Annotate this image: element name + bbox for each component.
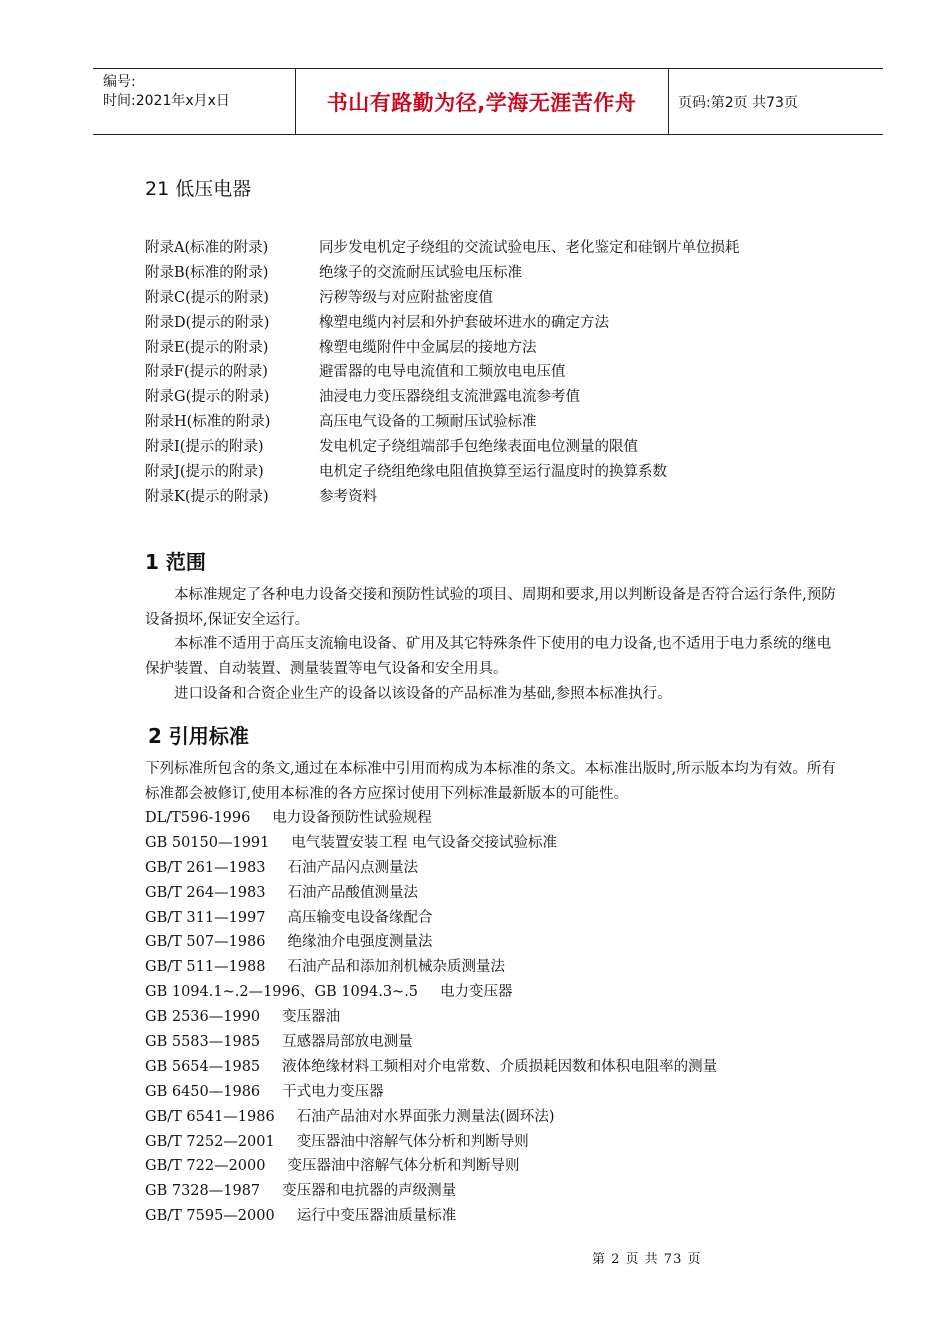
- appendix-item: [145, 236, 740, 261]
- appendix-title: 橡塑电缆附件中金属层的接地方法: [319, 339, 537, 356]
- appendix-label: 附录F(提示的附录): [145, 364, 268, 381]
- reference-title: 变压器和电抗器的声级测量: [282, 1183, 457, 1200]
- reference-item: [145, 1105, 717, 1130]
- appendix-title: 绝缘子的交流耐压试验电压标准: [319, 264, 522, 281]
- reference-title: 干式电力变压器: [282, 1083, 384, 1100]
- reference-item: [145, 955, 717, 980]
- reference-item: [145, 1130, 717, 1155]
- reference-code: GB/T 6541—1986: [145, 1108, 275, 1125]
- reference-code: GB/T 7595—2000: [145, 1208, 275, 1225]
- reference-code: GB/T 511—1988: [145, 959, 266, 976]
- appendix-label: 附录A(标准的附录): [145, 240, 269, 256]
- reference-title: 变压器油中溶解气体分析和判断导则: [287, 1158, 520, 1175]
- appendix-label: 附录K(提示的附录): [145, 488, 269, 505]
- header-number: 编号:: [103, 74, 136, 90]
- section-21-title: 21 低压电器: [145, 178, 252, 200]
- appendix-title: 避雷器的电导电流值和工频放电电压值: [319, 364, 566, 381]
- reference-item: [145, 1030, 717, 1055]
- reference-code: GB/T 7252—2001: [145, 1133, 275, 1150]
- reference-code: GB/T 264—1983: [145, 884, 266, 901]
- reference-title: 电气装置安装工程 电气设备交接试验标准: [291, 834, 557, 851]
- appendix-title: 参考资料: [319, 488, 377, 505]
- appendix-item: [145, 286, 740, 311]
- reference-title: 石油产品酸值测量法: [287, 884, 418, 901]
- appendix-title: 发电机定子绕组端部手包绝缘表面电位测量的限值: [319, 439, 638, 456]
- appendix-item: [145, 336, 740, 361]
- appendix-title: 污秽等级与对应附盐密度值: [319, 289, 493, 306]
- header-time: 时间:2021年x月x日: [103, 93, 230, 109]
- reference-code: GB 6450—1986: [145, 1083, 261, 1100]
- appendix-title: 橡塑电缆内衬层和外护套破坏进水的确定方法: [319, 314, 609, 331]
- header-divider: [668, 69, 669, 134]
- reference-title: 石油产品和添加剂机械杂质测量法: [287, 959, 505, 976]
- header-meta: [103, 73, 230, 111]
- appendix-item: [145, 261, 740, 286]
- appendix-item: [145, 360, 740, 385]
- appendix-label: 附录E(提示的附录): [145, 339, 269, 356]
- reference-title: 互感器局部放电测量: [282, 1034, 413, 1051]
- reference-item: [145, 1179, 717, 1204]
- reference-code: GB/T 722—2000: [145, 1158, 266, 1175]
- appendix-title: 同步发电机定子绕组的交流试验电压、老化鉴定和硅钢片单位损耗: [319, 240, 740, 256]
- reference-code: DL/T596-1996: [145, 810, 251, 826]
- reference-list: [145, 806, 717, 1229]
- appendix-label: 附录B(标准的附录): [145, 264, 269, 281]
- reference-code: GB 2536—1990: [145, 1009, 261, 1026]
- appendix-label: 附录J(提示的附录): [145, 464, 264, 481]
- page-footer: 第 2 页 共 73 页: [592, 1252, 702, 1267]
- appendix-label: 附录D(提示的附录): [145, 314, 270, 331]
- reference-title: 高压输变电设备缘配合: [287, 909, 433, 926]
- appendix-title: 高压电气设备的工频耐压试验标准: [319, 414, 537, 431]
- reference-code: GB 1094.1~.2—1996、GB 1094.3~.5: [145, 984, 419, 1001]
- appendix-item: [145, 485, 740, 510]
- reference-item: [145, 881, 717, 906]
- appendix-label: 附录C(提示的附录): [145, 289, 269, 306]
- reference-code: GB 7328—1987: [145, 1183, 261, 1200]
- reference-code: GB 5583—1985: [145, 1034, 261, 1051]
- reference-title: 变压器油: [282, 1009, 341, 1026]
- reference-item: [145, 1154, 717, 1179]
- reference-item: [145, 806, 717, 831]
- reference-code: GB 5654—1985: [145, 1058, 261, 1075]
- reference-title: 变压器油中溶解气体分析和判断导则: [296, 1133, 529, 1150]
- header-motto: 书山有路勤为径,学海无涯苦作舟: [326, 90, 637, 115]
- paragraph: 进口设备和合资企业生产的设备以该设备的产品标准为基础,参照本标准执行。: [174, 685, 672, 702]
- appendix-title: 电机定子绕组绝缘电阻值换算至运行温度时的换算系数: [319, 464, 667, 481]
- reference-item: [145, 831, 717, 856]
- reference-item: [145, 1080, 717, 1105]
- reference-title: 运行中变压器油质量标准: [296, 1208, 457, 1225]
- paragraph: 本标准规定了各种电力设备交接和预防性试验的项目、周期和要求,用以判断设备是否符合运行条件,预防设备损坏,保证安全运行。: [145, 587, 836, 628]
- section-2-intro: 下列标准所包含的条文,通过在本标准中引用而构成为本标准的条文。本标准出版时,所示版本均为有效。所有标准都会被修订,使用本标准的各方应探讨使用下列标准最新版本的可能性。: [145, 761, 836, 802]
- section-2-title: 2 引用标准: [148, 724, 249, 748]
- appendix-item: [145, 311, 740, 336]
- reference-title: 石油产品闪点测量法: [287, 859, 418, 876]
- section-1-title: 1 范围: [145, 550, 206, 574]
- paragraph: 本标准不适用于高压支流输电设备、矿用及其它特殊条件下使用的电力设备,也不适用于电力系统的继电保护装置、自动装置、测量装置等电气设备和安全用具。: [145, 636, 832, 678]
- appendix-item: [145, 410, 740, 435]
- reference-code: GB/T 311—1997: [145, 909, 266, 926]
- header-page-info: 页码:第2页 共73页: [678, 94, 798, 111]
- page-header: [93, 68, 883, 135]
- section-1-body: [145, 583, 845, 707]
- reference-item: [145, 980, 717, 1005]
- reference-title: 绝缘油介电强度测量法: [287, 934, 433, 951]
- appendix-list: [145, 236, 740, 510]
- reference-title: 液体绝缘材料工频相对介电常数、介质损耗因数和体积电阻率的测量: [282, 1058, 718, 1075]
- reference-code: GB/T 507—1986: [145, 934, 266, 951]
- appendix-title: 油浸电力变压器绕组支流泄露电流参考值: [319, 389, 580, 406]
- reference-item: [145, 1055, 717, 1080]
- reference-item: [145, 1005, 717, 1030]
- appendix-item: [145, 385, 740, 410]
- appendix-item: [145, 460, 740, 485]
- reference-code: GB 50150—1991: [145, 834, 270, 851]
- reference-item: [145, 1204, 717, 1229]
- appendix-label: 附录G(提示的附录): [145, 389, 270, 406]
- reference-item: [145, 906, 717, 931]
- appendix-label: 附录H(标准的附录): [145, 414, 271, 431]
- appendix-label: 附录I(提示的附录): [145, 439, 264, 456]
- reference-title: 电力设备预防性试验规程: [272, 810, 432, 826]
- reference-code: GB/T 261—1983: [145, 859, 266, 876]
- reference-title: 石油产品油对水界面张力测量法(圆环法): [296, 1108, 555, 1125]
- reference-item: [145, 856, 717, 881]
- reference-item: [145, 930, 717, 955]
- reference-title: 电力变压器: [440, 984, 513, 1001]
- appendix-item: [145, 435, 740, 460]
